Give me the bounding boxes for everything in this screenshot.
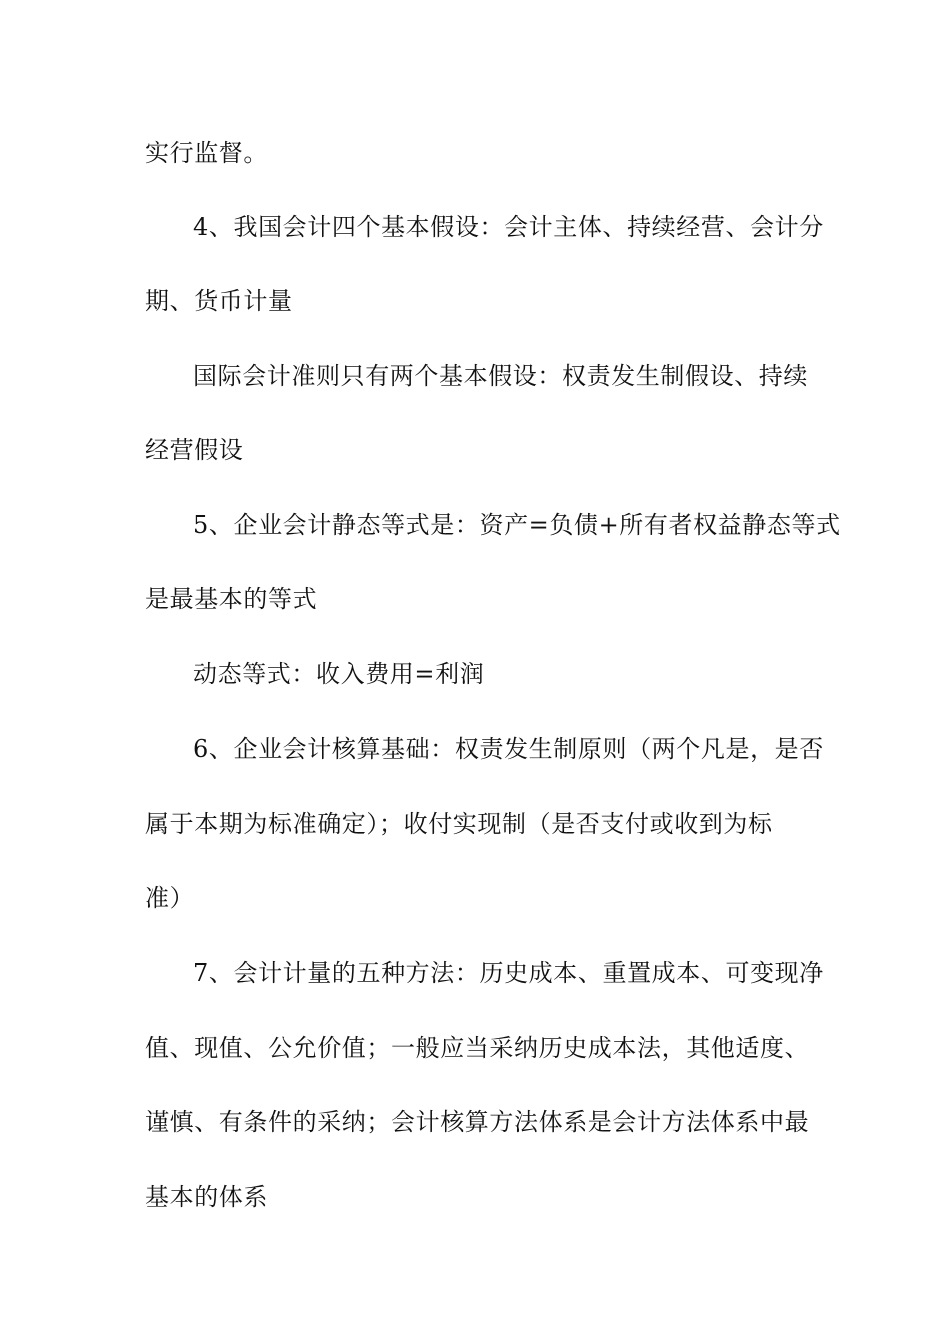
paragraph-line: 期、货币计量 — [145, 287, 293, 315]
paragraph-line: 国际会计准则只有两个基本假设：权责发生制假设、持续 — [193, 362, 808, 390]
paragraph-line: 4、我国会计四个基本假设：会计主体、持续经营、会计分 — [193, 213, 824, 241]
paragraph-line: 6、企业会计核算基础：权责发生制原则（两个凡是，是否 — [193, 735, 824, 763]
paragraph-line: 谨慎、有条件的采纳；会计核算方法体系是会计方法体系中最 — [145, 1108, 810, 1136]
paragraph-line: 经营假设 — [145, 436, 244, 464]
paragraph-line: 7、会计计量的五种方法：历史成本、重置成本、可变现净 — [193, 959, 824, 987]
paragraph-line: 基本的体系 — [145, 1183, 268, 1211]
paragraph-line: 准） — [145, 884, 195, 912]
paragraph-line: 属于本期为标准确定）；收付实现制（是否支付或收到为标 — [145, 810, 773, 838]
paragraph-line: 5、企业会计静态等式是：资产=负债+所有者权益静态等式 — [193, 511, 841, 539]
paragraph-line: 是最基本的等式 — [145, 585, 318, 613]
paragraph-line: 动态等式：收入费用=利润 — [193, 660, 485, 688]
paragraph-line: 值、现值、公允价值；一般应当采纳历史成本法，其他适度、 — [145, 1034, 810, 1062]
paragraph-line: 实行监督。 — [145, 139, 268, 167]
